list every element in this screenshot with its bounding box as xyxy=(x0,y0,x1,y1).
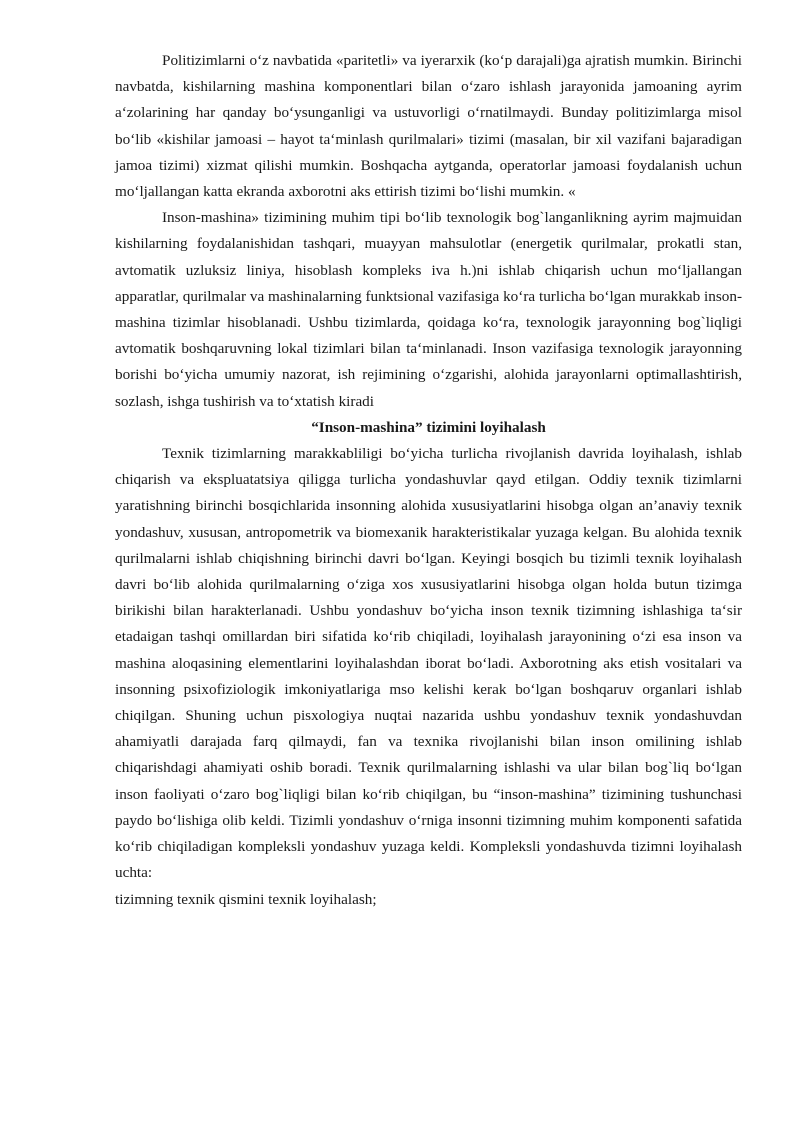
paragraph-loyihalash: Texnik tizimlarning marakkabliligi bo‘yicha turlicha rivojlanish davrida loyihalash, ishlab chiqarish va ekspluatatsiya qiligga turlicha yondashuvlar qayd etilgan. Oddiy texnik tizimlarni yaratishning birinchi bosqichlarida insonning alohida xususiyatlarini hisobga olgan an’anaviy texnik yondashuv, xususan, antropometrik va biomexanik harakteristikalar yuzaga kelgan. Bu alohida texnik qurilmalarni ishlab chiqishning birinchi davri bo‘lgan. Keyingi bosqich bu tizimli texnik loyihalash davri bo‘lib alohida qurilmalarning o‘ziga xos xususiyatlarini hisobga olgan holda butun tizimga birikishi bilan harakterlanadi. Ushbu yondashuv bo‘yicha inson texnik tizimning ishlashiga ta‘sir etadaigan tashqi omillardan biri sifatida ko‘rib chiqiladi, loyihalash jarayonining o‘zi esa inson va mashina aloqasining elementlarini loyihalashdan iborat bo‘ladi. Axborotning aks etish vositalari va insonning psixofiziologik imkoniyatlariga mso kelishi kerak bo‘lgan boshqaruv organlari ishlab chiqilgan. Shuning uchun pisxologiya nuqtai nazarida ushbu yondashuv texnik yondashuvdan ahamiyatli darajada farq qilmaydi, fan va texnika rivojlanishi bilan inson omilining ishlab chiqarishdagi ahamiyati oshib boradi. Texnik qurilmalarning ishlashi va ular bilan bog`liq bo‘lgan inson faoliyati o‘zaro bog`liqligi bilan ko‘rib chiqilgan, bu “inson-mashina” tizimining tushunchasi paydo bo‘lishiga olib keldi. Tizimli yondashuv o‘rniga insonni tizimning muhim komponenti safatida ko‘rib chiqiladigan kompleksli yondashuv yuzaga keldi. Kompleksli yondashuvda tizimni loyihalash uchta: xyxy=(115,445,742,882)
document-page xyxy=(115,48,742,913)
paragraph-politizimlar: Politizimlarni o‘z navbatida «paritetli» va iyerarxik (ko‘p darajali)ga ajratish mumkin. Birinchi navbatda, kishilarning mashina komponentlari bilan o‘zaro ishlash jarayonida jamoaning ayrim a‘zolarining har qanday bo‘ysunganligi va ustuvorligi o‘rnatilmaydi. Bunday politizimlarga misol bo‘lib «kishilar jamoasi – hayot ta‘minlash qurilmalari» tizimi (masalan, bir xil vazifani bajaradigan jamoa tizimi) xizmat qilishi mumkin. Boshqacha aytganda, operatorlar jamoasi foydalanish uchun mo‘ljallangan katta ekranda axborotni aks ettirish tizimi bo‘lishi mumkin. « xyxy=(115,52,742,201)
paragraph-inson-mashina-type: Inson-mashina» tizimining muhim tipi bo‘lib texnologik bog`langanlikning ayrim majmuidan kishilarning foydalanishidan tashqari, muayyan mahsulotlar (energetik qurilmalar, prokatli stan, avtomatik uzluksiz liniya, hisoblash kompleks iva h.)ni ishlab chiqarish uchun mo‘ljallangan apparatlar, qurilmalar va mashinalarning funktsional vazifasiga ko‘ra turlicha bo‘lgan murakkab inson-mashina tizimlar hisoblanadi. Ushbu tizimlarda, qoidaga ko‘ra, texnologik jarayonning bog`liqligi avtomatik boshqaruvning lokal tizimlari bilan ta‘minlanadi. Inson vazifasiga texnologik jarayonning borishi bo‘yicha umumiy nazorat, ish rejimining o‘zgarishi, alohida jarayonlarni optimallashtirish, sozlash, ishga tushirish va to‘xtatish kiradi xyxy=(115,209,742,410)
section-heading: “Inson-mashina” tizimini loyihalash xyxy=(311,418,546,436)
list-item-texnik-loyihalash: tizimning texnik qismini texnik loyihalash; xyxy=(115,890,377,908)
